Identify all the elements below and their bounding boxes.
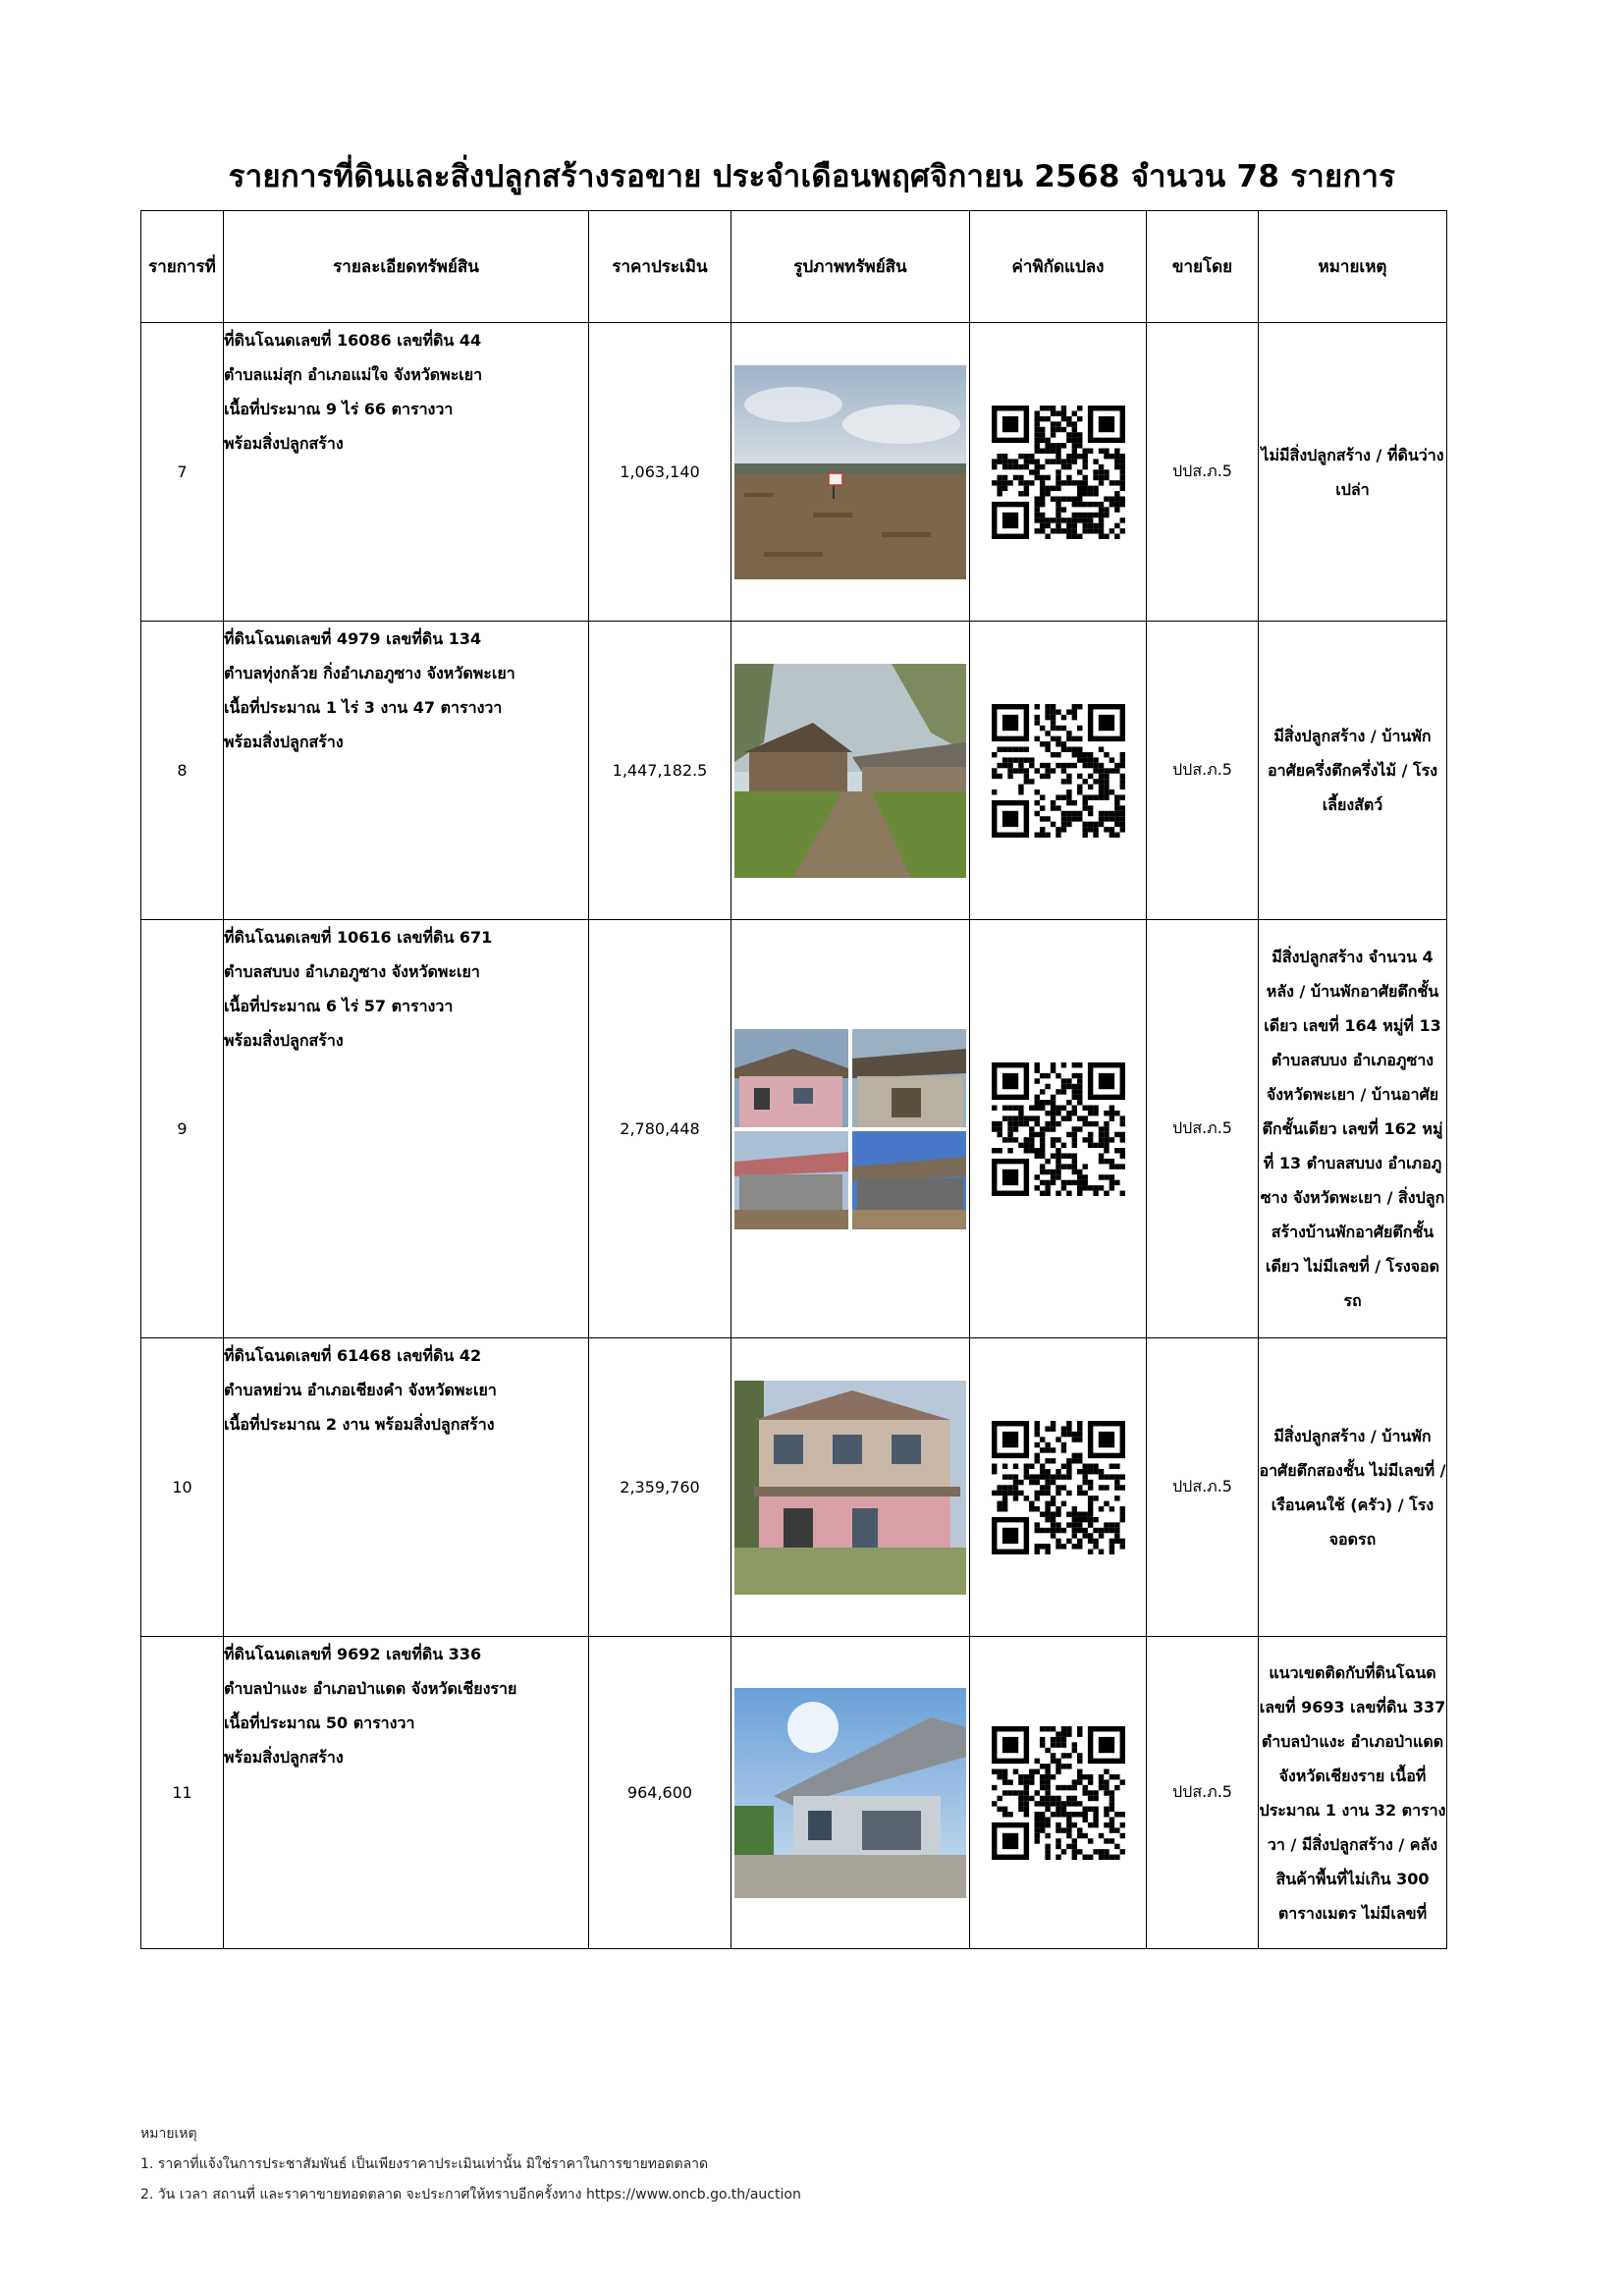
appraised-price: 1,063,140 — [589, 323, 731, 622]
sold-by: ปปส.ภ.5 — [1147, 1338, 1259, 1637]
property-photo-cell — [731, 920, 970, 1338]
property-photo[interactable] — [734, 1688, 966, 1898]
property-table — [140, 210, 1447, 1949]
detail-line: เนื้อที่ประมาณ 1 ไร่ 3 งาน 47 ตารางวา — [224, 698, 503, 717]
detail-line: พร้อมสิ่งปลูกสร้าง — [224, 434, 344, 453]
detail-line: ตำบลป่าแงะ อำเภอป่าแดด จังหวัดเชียงราย — [224, 1679, 517, 1698]
detail-line: เนื้อที่ประมาณ 9 ไร่ 66 ตารางวา — [224, 400, 454, 418]
detail-line: เนื้อที่ประมาณ 6 ไร่ 57 ตารางวา — [224, 997, 454, 1015]
detail-line: เนื้อที่ประมาณ 2 งาน พร้อมสิ่งปลูกสร้าง — [224, 1415, 495, 1434]
header-price: ราคาประเมิน — [589, 211, 731, 323]
property-photo[interactable] — [734, 664, 966, 878]
page-title: รายการที่ดินและสิ่งปลูกสร้างรอขาย ประจำเดือนพฤศจิกายน 2568 จำนวน 78 รายการ — [228, 159, 1396, 194]
qr-code-icon[interactable] — [992, 406, 1125, 539]
appraised-price: 964,600 — [589, 1637, 731, 1949]
property-details — [224, 622, 589, 920]
coordinates-qr-cell — [970, 1637, 1147, 1949]
coordinates-qr-cell — [970, 323, 1147, 622]
detail-line: เนื้อที่ประมาณ 50 ตารางวา — [224, 1714, 415, 1732]
property-details — [224, 323, 589, 622]
detail-line: ตำบลหย่วน อำเภอเชียงคำ จังหวัดพะเยา — [224, 1381, 497, 1399]
qr-code-icon[interactable] — [992, 704, 1125, 838]
table-row — [141, 920, 1447, 1338]
footnote-1: 1. ราคาที่แจ้งในการประชาสัมพันธ์ เป็นเพียงราคาประเมินเท่านั้น มิใช่ราคาในการขายทอดตลาด — [140, 2156, 709, 2172]
property-details — [224, 1637, 589, 1949]
table-row — [141, 622, 1447, 920]
note: มีสิ่งปลูกสร้าง / บ้านพักอาศัยครึ่งตึกครึ่งไม้ / โรงเลี้ยงสัตว์ — [1259, 622, 1447, 920]
row-number: 11 — [141, 1637, 224, 1949]
header-no: รายการที่ — [141, 211, 224, 323]
header-coords: ค่าพิกัดแปลง — [970, 211, 1147, 323]
header-note: หมายเหตุ — [1259, 211, 1447, 323]
appraised-price: 2,780,448 — [589, 920, 731, 1338]
table-header-row — [141, 211, 1447, 323]
property-photo-cell — [731, 1637, 970, 1949]
table-row — [141, 1338, 1447, 1637]
property-photo-cell — [731, 622, 970, 920]
detail-line: ตำบลทุ่งกล้วย กิ่งอำเภอภูซาง จังหวัดพะเยา — [224, 664, 515, 682]
row-number: 9 — [141, 920, 224, 1338]
appraised-price: 2,359,760 — [589, 1338, 731, 1637]
footnote-2: 2. วัน เวลา สถานที่ และราคาขายทอดตลาด จะประกาศให้ทราบอีกครั้งทาง https://www.oncb.go.th/auction — [140, 2187, 801, 2203]
detail-line: ที่ดินโฉนดเลขที่ 10616 เลขที่ดิน 671 — [224, 928, 493, 947]
footnotes — [140, 2119, 801, 2210]
coordinates-qr-cell — [970, 920, 1147, 1338]
note: มีสิ่งปลูกสร้าง จำนวน 4 หลัง / บ้านพักอาศัยตึกชั้นเดียว เลขที่ 164 หมู่ที่ 13 ตำบลสบบง อำเภอภูซาง จังหวัดพะเยา / บ้านอาศัยตึกชั้นเดียว เลขที่ 162 หมู่ที่ 13 ตำบลสบบง อำเภอภูซาง จังหวัดพะเยา / สิ่งปลูกสร้างบ้านพักอาศัยตึกชั้นเดียว ไม่มีเลขที่ / โรงจอดรถ — [1259, 920, 1447, 1338]
header-sold-by: ขายโดย — [1147, 211, 1259, 323]
property-details — [224, 920, 589, 1338]
table-row — [141, 1637, 1447, 1949]
property-photo-cell — [731, 1338, 970, 1637]
detail-line: ที่ดินโฉนดเลขที่ 9692 เลขที่ดิน 336 — [224, 1645, 482, 1663]
table-row — [141, 323, 1447, 622]
appraised-price: 1,447,182.5 — [589, 622, 731, 920]
property-photo[interactable] — [734, 1381, 966, 1595]
detail-line: ที่ดินโฉนดเลขที่ 4979 เลขที่ดิน 134 — [224, 629, 482, 648]
header-photo: รูปภาพทรัพย์สิน — [731, 211, 970, 323]
detail-line: พร้อมสิ่งปลูกสร้าง — [224, 733, 344, 751]
qr-code-icon[interactable] — [992, 1726, 1125, 1860]
note: มีสิ่งปลูกสร้าง / บ้านพักอาศัยตึกสองชั้น ไม่มีเลขที่ / เรือนคนใช้ (ครัว) / โรงจอดรถ — [1259, 1338, 1447, 1637]
footnote-heading: หมายเหตุ — [140, 2126, 197, 2142]
property-details — [224, 1338, 589, 1637]
detail-line: ที่ดินโฉนดเลขที่ 16086 เลขที่ดิน 44 — [224, 331, 482, 350]
row-number: 10 — [141, 1338, 224, 1637]
qr-code-icon[interactable] — [992, 1062, 1125, 1196]
sold-by: ปปส.ภ.5 — [1147, 1637, 1259, 1949]
property-photo[interactable] — [734, 365, 966, 579]
coordinates-qr-cell — [970, 1338, 1147, 1637]
header-details: รายละเอียดทรัพย์สิน — [224, 211, 589, 323]
detail-line: พร้อมสิ่งปลูกสร้าง — [224, 1748, 344, 1767]
coordinates-qr-cell — [970, 622, 1147, 920]
sold-by: ปปส.ภ.5 — [1147, 622, 1259, 920]
note: ไม่มีสิ่งปลูกสร้าง / ที่ดินว่างเปล่า — [1259, 323, 1447, 622]
sold-by: ปปส.ภ.5 — [1147, 323, 1259, 622]
sold-by: ปปส.ภ.5 — [1147, 920, 1259, 1338]
detail-line: ตำบลสบบง อำเภอภูซาง จังหวัดพะเยา — [224, 962, 480, 981]
note: แนวเขตติดกับที่ดินโฉนดเลขที่ 9693 เลขที่ดิน 337 ตำบลป่าแงะ อำเภอป่าแดด จังหวัดเชียงราย เนื้อที่ประมาณ 1 งาน 32 ตารางวา / มีสิ่งปลูกสร้าง / คลังสินค้าพื้นที่ไม่เกิน 300 ตารางเมตร ไม่มีเลขที่ — [1259, 1637, 1447, 1949]
property-photo-cell — [731, 323, 970, 622]
property-photo-collage[interactable] — [734, 1029, 966, 1229]
detail-line: ตำบลแม่สุก อำเภอแม่ใจ จังหวัดพะเยา — [224, 365, 483, 384]
row-number: 7 — [141, 323, 224, 622]
row-number: 8 — [141, 622, 224, 920]
qr-code-icon[interactable] — [992, 1421, 1125, 1554]
detail-line: พร้อมสิ่งปลูกสร้าง — [224, 1031, 344, 1050]
detail-line: ที่ดินโฉนดเลขที่ 61468 เลขที่ดิน 42 — [224, 1346, 482, 1365]
